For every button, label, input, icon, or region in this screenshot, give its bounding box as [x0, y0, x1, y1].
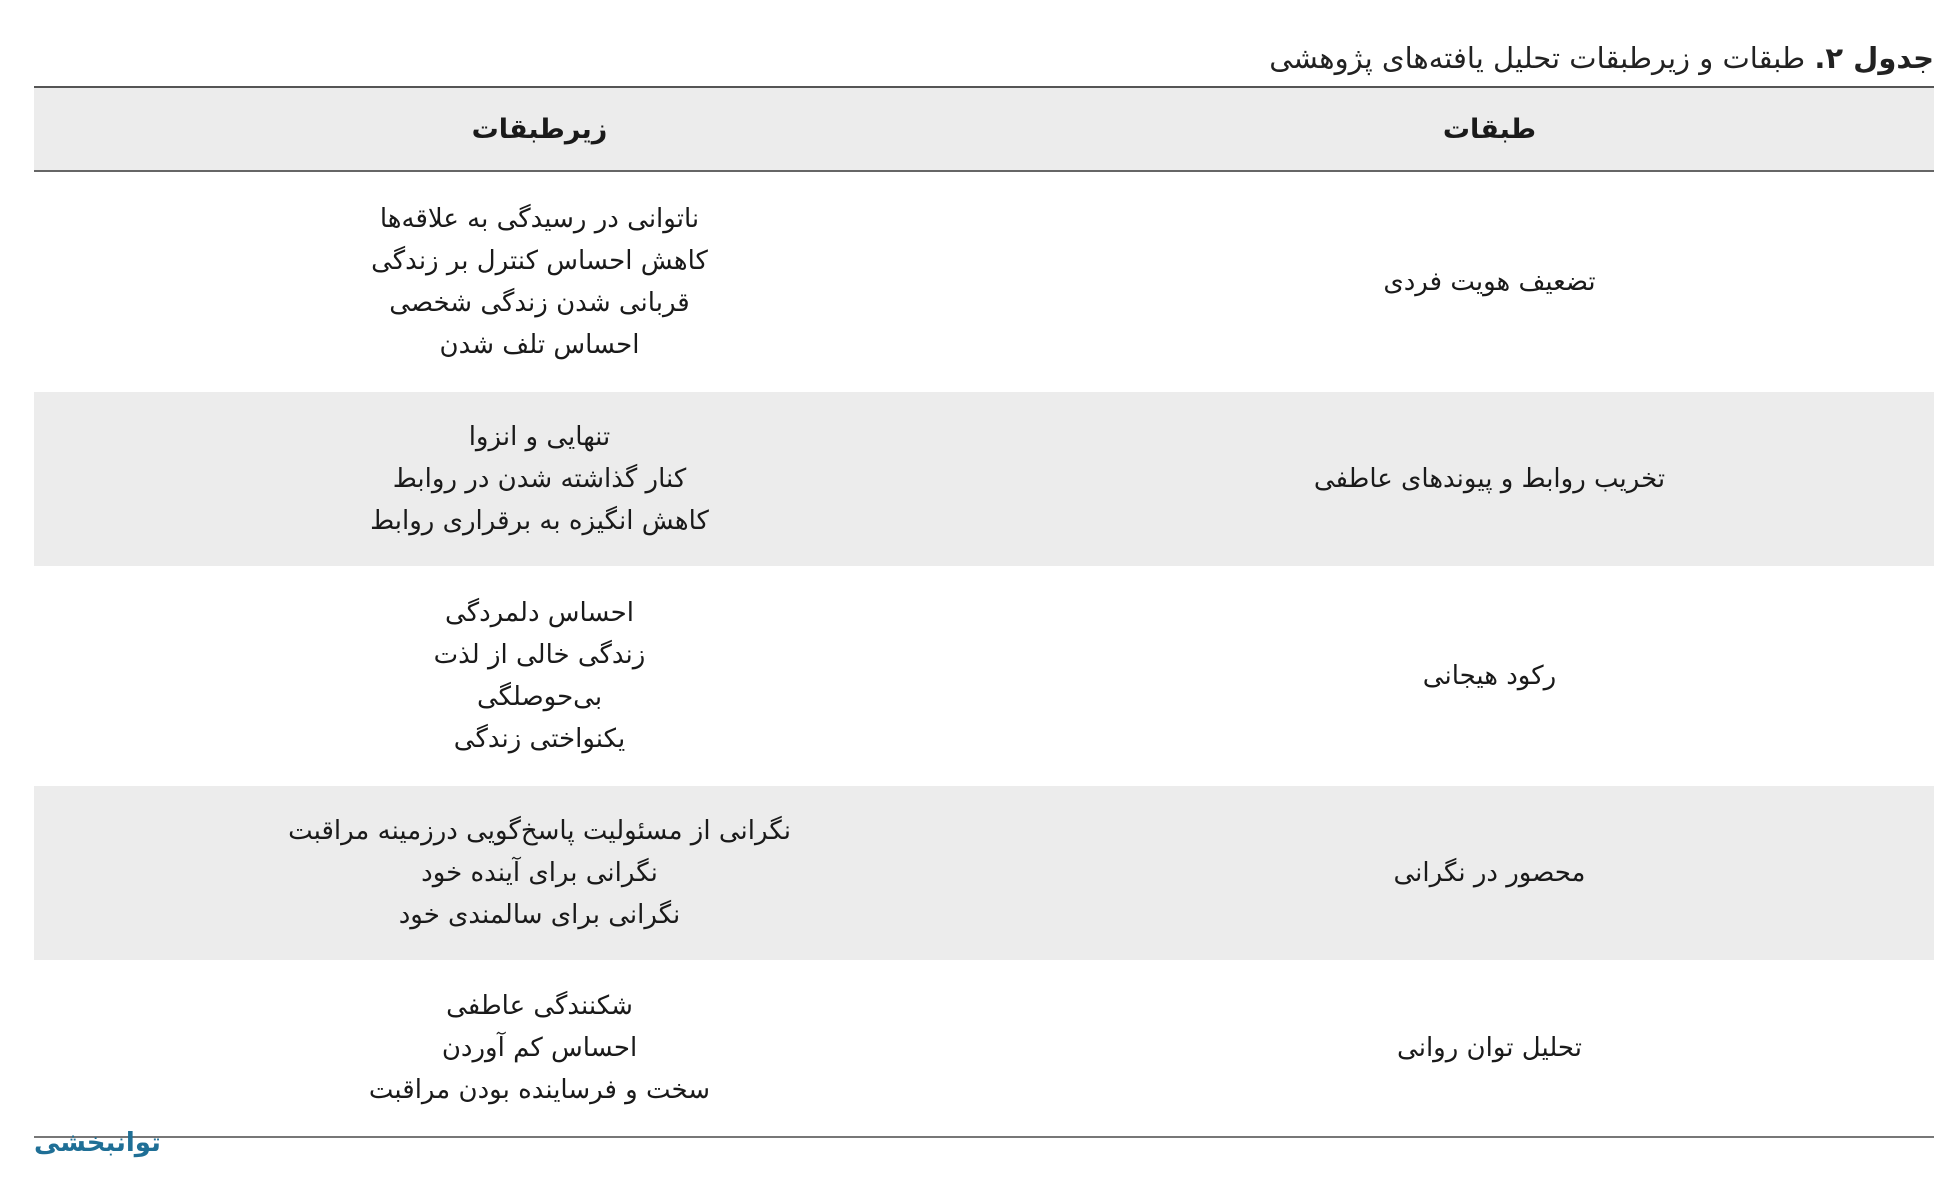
table-row	[34, 392, 1934, 566]
subcategory-item: تنهایی و انزوا	[468, 422, 611, 452]
category-cell	[1045, 566, 1934, 786]
category-label: تحلیل توان روانی	[1397, 1033, 1582, 1063]
header-categories: طبقات	[1442, 113, 1537, 145]
subcategory-item: کنار گذاشته شدن در روابط	[392, 464, 687, 494]
category-label: تضعیف هویت فردی	[1383, 267, 1596, 297]
category-cell	[1045, 392, 1934, 566]
category-cell	[1045, 786, 1934, 960]
subcategory-item: نگرانی برای آینده خود	[421, 858, 658, 888]
table-header	[34, 87, 1934, 171]
category-label: رکود هیجانی	[1422, 661, 1557, 691]
subcategory-cell	[34, 566, 1045, 786]
subcategory-item: کاهش انگیزه به برقراری روابط	[370, 506, 709, 536]
subcategory-item: بی‌حوصلگی	[476, 682, 603, 712]
category-label: محصور در نگرانی	[1393, 858, 1586, 888]
caption-label: جدول ۲.	[1814, 41, 1934, 75]
subcategory-list	[34, 810, 1045, 936]
table-row	[34, 566, 1934, 786]
category-label: تخریب روابط و پیوندهای عاطفی	[1313, 464, 1666, 494]
category-cell	[1045, 171, 1934, 392]
subcategory-list	[34, 416, 1045, 542]
table-body	[34, 171, 1934, 1137]
table-caption	[34, 38, 1934, 78]
category-cell	[1045, 960, 1934, 1137]
subcategory-item: احساس کم آوردن	[441, 1033, 638, 1063]
subcategory-list	[34, 592, 1045, 760]
journal-logo: توانبخشی	[34, 1128, 161, 1158]
header-row	[34, 87, 1934, 171]
header-subcategories: زیرطبقات	[471, 113, 608, 145]
subcategory-item: نگرانی برای سالمندی خود	[398, 900, 681, 930]
subcategory-cell	[34, 392, 1045, 566]
subcategory-cell	[34, 960, 1045, 1137]
subcategory-cell	[34, 171, 1045, 392]
table-row	[34, 786, 1934, 960]
subcategory-item: ناتوانی در رسیدگی به علاقه‌ها	[379, 204, 700, 234]
subcategory-item: احساس دلمردگی	[445, 598, 634, 628]
findings-table-container	[34, 86, 1934, 1138]
subcategory-item: قربانی شدن زندگی شخصی	[389, 288, 690, 318]
subcategory-item: شکنندگی عاطفی	[446, 991, 633, 1021]
subcategory-item: احساس تلف شدن	[439, 330, 640, 360]
subcategory-item: سخت و فرساینده بودن مراقبت	[368, 1075, 711, 1105]
subcategory-item: یکنواختی زندگی	[453, 724, 626, 754]
subcategory-list	[34, 985, 1045, 1111]
subcategory-cell	[34, 786, 1045, 960]
table-row	[34, 171, 1934, 392]
subcategory-item: کاهش احساس کنترل بر زندگی	[371, 246, 708, 276]
table-row	[34, 960, 1934, 1137]
caption-text: طبقات و زیرطبقات تحلیل یافته‌های پژوهشی	[1269, 41, 1806, 75]
findings-table	[34, 86, 1934, 1138]
subcategory-item: زندگی خالی از لذت	[433, 640, 646, 670]
subcategory-list	[34, 198, 1045, 366]
subcategory-item: نگرانی از مسئولیت پاسخ‌گویی درزمینه مراقبت	[288, 816, 791, 846]
